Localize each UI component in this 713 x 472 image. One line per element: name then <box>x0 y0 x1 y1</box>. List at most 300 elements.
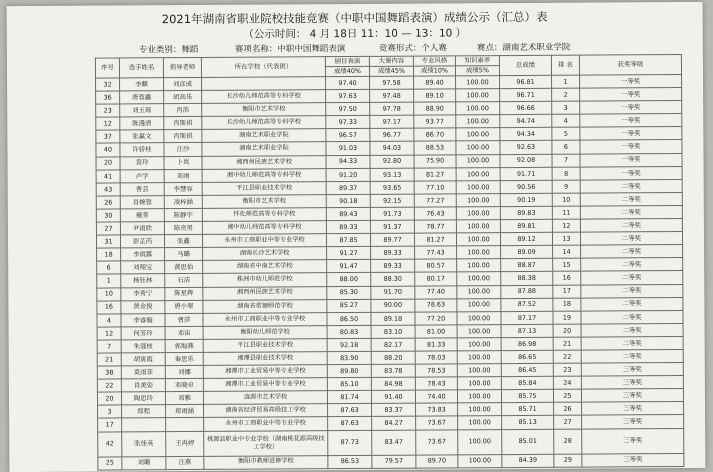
cell-school: 怀化师范高等专科学校 <box>202 208 326 222</box>
cell-knowledge-score: 100.00 <box>456 180 500 193</box>
cell-repertoire-score: 94.33 <box>326 155 370 168</box>
cell-school: 平江县职业技术学校 <box>203 339 327 353</box>
cell-award: 三等奖 <box>581 376 683 390</box>
cell-award: 三等奖 <box>582 402 684 416</box>
cell-contestant: 张赢文 <box>120 130 164 143</box>
cell-class-content-score: 91.37 <box>370 220 414 233</box>
cell-school: 长沙幼儿师范高等专科学校 <box>202 116 326 130</box>
cell-seq: 18 <box>97 248 121 261</box>
cell-style-score: 89.10 <box>414 89 456 102</box>
cell-teacher: 肖斯祺 <box>164 130 202 143</box>
cell-knowledge-score: 100.00 <box>457 337 501 350</box>
cell-rank: 23 <box>553 363 581 376</box>
cell-style-score: 86.70 <box>414 128 456 141</box>
cell-school: 株洲市幼儿师范学校 <box>203 273 327 287</box>
cell-style-score: 78.53 <box>415 364 457 377</box>
header-repertoire-weight: 成绩40% <box>325 66 369 76</box>
cell-rank: 22 <box>553 350 581 363</box>
cell-contestant: 彭芷芮 <box>120 235 164 248</box>
cell-award: 二等奖 <box>580 205 682 219</box>
cell-knowledge-score: 100.00 <box>456 115 500 128</box>
cell-seq: 26 <box>96 196 120 209</box>
cell-school: 永州市工商职业中等专业学校 <box>202 234 326 248</box>
cell-teacher: 曹萍 <box>165 313 203 326</box>
cell-rank: 15 <box>553 258 581 271</box>
cell-seq: 30 <box>96 209 120 222</box>
cell-award: 二等奖 <box>580 219 682 233</box>
cell-knowledge-score: 100.00 <box>456 76 500 89</box>
cell-total-score: 92.08 <box>500 154 552 167</box>
cell-class-content-score: 84.98 <box>371 377 415 390</box>
cell-style-score: 81.00 <box>415 325 457 338</box>
cell-class-content-score: 83.47 <box>372 430 416 455</box>
cell-style-score: 77.43 <box>415 246 457 259</box>
cell-class-content-score: 84.27 <box>372 417 416 430</box>
cell-total-score: 86.65 <box>501 350 553 363</box>
cell-repertoire-score: 90.18 <box>326 194 370 207</box>
cell-award: 一等奖 <box>580 114 682 128</box>
cell-award: 二等奖 <box>580 232 682 246</box>
cell-teacher: 邓雅 <box>165 392 203 405</box>
cell-style-score: 75.90 <box>414 154 456 167</box>
cell-rank: 18 <box>553 298 581 311</box>
cell-award: 三等奖 <box>582 428 684 454</box>
cell-school: 湘西州民族艺术学校 <box>202 155 326 169</box>
cell-award: 二等奖 <box>581 349 683 363</box>
cell-contestant: 陈漫清 <box>120 117 164 130</box>
cell-class-content-score: 89.18 <box>371 312 415 325</box>
venue-label: 赛点：湖南艺术职业学院 <box>476 42 571 54</box>
cell-style-score: 81.27 <box>414 168 456 181</box>
cell-award: 二等奖 <box>580 179 682 193</box>
cell-school: 湖南省中南艺术学校 <box>203 260 327 274</box>
cell-repertoire-score: 87.63 <box>328 404 372 417</box>
cell-class-content-score: 79.57 <box>372 455 416 468</box>
cell-rank: 12 <box>552 219 580 232</box>
cell-class-content-score: 91.70 <box>371 286 415 299</box>
cell-rank: 8 <box>552 167 580 180</box>
cell-knowledge-score: 100.00 <box>457 324 501 337</box>
cell-seq: 36 <box>96 91 120 104</box>
header-award: 获奖等级 <box>579 55 681 76</box>
cell-rank: 3 <box>552 101 580 114</box>
header-knowledge: 知识素养 <box>455 56 499 66</box>
cell-knowledge-score: 100.00 <box>457 377 501 390</box>
cell-repertoire-score: 86.50 <box>327 312 371 325</box>
cell-teacher: 肖浩 <box>164 104 202 117</box>
cell-contestant: 卢学 <box>120 169 164 182</box>
cell-knowledge-score: 100.00 <box>458 429 502 454</box>
cell-award: 二等奖 <box>581 323 683 337</box>
cell-repertoire-score: 97.50 <box>326 103 370 116</box>
cell-school: 湘潭市工业贸易中等专业学校 <box>203 365 327 379</box>
cell-teacher: 邓宙 <box>165 326 203 339</box>
cell-total-score: 90.19 <box>500 193 552 206</box>
cell-style-score: 73.67 <box>416 416 458 429</box>
cell-contestant: 李雨露 <box>121 248 165 261</box>
cell-award: 一等奖 <box>580 140 682 154</box>
cell-class-content-score: 83.37 <box>372 403 416 416</box>
cell-style-score: 78.63 <box>415 298 457 311</box>
cell-repertoire-score: 91.20 <box>326 168 370 181</box>
cell-award: 三等奖 <box>581 363 683 377</box>
cell-school: 湖南长沙艺术学校 <box>203 247 327 261</box>
cell-contestant: 何芳玲 <box>121 326 165 339</box>
cell-seq: 21 <box>97 353 121 366</box>
cell-teacher: 邓雨 <box>164 169 202 182</box>
cell-contestant: 刘翔宝 <box>121 261 165 274</box>
cell-class-content-score: 97.78 <box>370 102 414 115</box>
cell-style-score: 77.20 <box>415 312 457 325</box>
cell-teacher: 唐小翠 <box>165 300 203 313</box>
cell-school: 衡阳幼儿师范学校 <box>203 325 327 339</box>
cell-total-score: 91.71 <box>500 167 552 180</box>
cell-repertoire-score: 87.85 <box>326 234 370 247</box>
cell-contestant: 胡寅霞 <box>121 353 165 366</box>
cell-teacher: 石洁 <box>165 274 203 287</box>
cell-knowledge-score: 100.00 <box>456 89 500 102</box>
cell-award: 一等奖 <box>580 88 682 102</box>
cell-total-score: 89.12 <box>500 232 552 245</box>
cell-knowledge-score: 100.00 <box>456 167 500 180</box>
cell-contestant: 杨钰林 <box>121 274 165 287</box>
cell-contestant: 陶思玲 <box>121 392 165 405</box>
cell-rank: 20 <box>553 324 581 337</box>
cell-knowledge-score: 100.00 <box>456 154 500 167</box>
cell-contestant: 李麒 <box>120 78 164 91</box>
cell-knowledge-score: 100.00 <box>456 193 500 206</box>
cell-style-score: 89.40 <box>414 76 456 89</box>
cell-teacher: 秦思乐 <box>165 352 203 365</box>
cell-rank: 29 <box>554 454 582 467</box>
cell-school: 湖南艺术职业学院 <box>202 129 326 143</box>
cell-knowledge-score: 100.00 <box>456 128 500 141</box>
cell-award: 二等奖 <box>581 284 683 298</box>
cell-knowledge-score: 100.00 <box>456 233 500 246</box>
cell-style-score: 74.40 <box>415 390 457 403</box>
cell-school: 湘潭市工业贸易中等专业学校 <box>203 378 327 392</box>
cell-total-score: 94.34 <box>500 128 552 141</box>
cell-seq: 40 <box>96 143 120 156</box>
cell-teacher: 郭海燕 <box>165 339 203 352</box>
cell-school: 湘西州民族艺术学校 <box>203 286 327 300</box>
cell-repertoire-score: 85.27 <box>327 299 371 312</box>
cell-rank: 21 <box>553 337 581 350</box>
cell-contestant: 李秀宁 <box>121 287 165 300</box>
cell-seq: 16 <box>97 301 121 314</box>
cell-rank: 5 <box>552 128 580 141</box>
cell-seq: 23 <box>96 104 120 117</box>
event-name-label: 赛项名称：中职中国舞蹈表演 <box>234 44 346 55</box>
cell-seq: 12 <box>96 117 120 130</box>
cell-teacher: 刘彦成 <box>164 77 202 90</box>
cell-school: 湖南省经济贸易高级技工学校 <box>204 404 328 418</box>
cell-rank: 1 <box>552 75 580 88</box>
cell-repertoire-score: 80.83 <box>327 325 371 338</box>
cell-teacher: 黄思怡 <box>165 261 203 274</box>
cell-school <box>202 77 326 91</box>
cell-repertoire-score: 85.10 <box>327 378 371 391</box>
cell-class-content-score: 92.80 <box>370 155 414 168</box>
cell-class-content-score: 97.48 <box>370 89 414 102</box>
results-table <box>95 54 685 470</box>
cell-total-score: 85.71 <box>502 403 554 416</box>
cell-repertoire-score: 83.90 <box>327 351 371 364</box>
cell-teacher: 胡高乐 <box>164 91 202 104</box>
cell-knowledge-score: 100.00 <box>457 390 501 403</box>
header-seq: 序号 <box>95 58 119 78</box>
cell-seq: 43 <box>96 183 120 196</box>
cell-teacher: 马璐 <box>165 248 203 261</box>
cell-knowledge-score: 100.00 <box>457 259 501 272</box>
cell-class-content-score: 93.13 <box>370 168 414 181</box>
cell-school: 湘中幼儿师范高等专科学校 <box>202 168 326 182</box>
cell-style-score: 88.53 <box>414 141 456 154</box>
cell-award: 二等奖 <box>581 297 683 311</box>
cell-knowledge-score: 100.00 <box>457 364 501 377</box>
cell-seq: 25 <box>98 456 122 469</box>
cell-seq: 10 <box>97 287 121 300</box>
cell-teacher: 汪沙 <box>164 143 202 156</box>
cell-rank: 6 <box>552 141 580 154</box>
cell-total-score: 85.01 <box>502 429 554 454</box>
cell-rank: 14 <box>553 245 581 258</box>
cell-school: 衡阳市教师进修学校 <box>204 455 328 469</box>
cell-teacher: 卜岚 <box>164 156 202 169</box>
cell-total-score: 89.83 <box>500 206 552 219</box>
cell-rank: 7 <box>552 154 580 167</box>
cell-total-score: 85.75 <box>501 390 553 403</box>
cell-total-score: 88.38 <box>501 272 553 285</box>
cell-knowledge-score: 100.00 <box>457 298 501 311</box>
cell-contestant: 曹芸 <box>120 182 164 195</box>
cell-award: 三等奖 <box>582 415 684 429</box>
cell-repertoire-score: 96.57 <box>326 129 370 142</box>
cell-teacher: 邓晓卓 <box>165 379 203 392</box>
cell-award: 二等奖 <box>581 271 683 285</box>
cell-class-content-score: 91.73 <box>370 207 414 220</box>
cell-class-content-score: 91.40 <box>371 390 415 403</box>
cell-school: 湘中幼儿师范高等专科学校 <box>202 221 326 235</box>
cell-style-score: 93.77 <box>414 115 456 128</box>
cell-seq: 22 <box>97 379 121 392</box>
cell-total-score: 96.71 <box>500 88 552 101</box>
cell-rank: 10 <box>552 193 580 206</box>
cell-seq: 6 <box>97 261 121 274</box>
scanned-document <box>7 2 706 472</box>
cell-total-score: 87.52 <box>501 298 553 311</box>
cell-knowledge-score: 100.00 <box>457 351 501 364</box>
cell-class-content-score: 88.20 <box>371 351 415 364</box>
cell-total-score: 85.84 <box>501 376 553 389</box>
cell-style-score: 81.33 <box>415 338 457 351</box>
table-row <box>98 453 684 470</box>
cell-seq: 42 <box>98 431 122 456</box>
table-body <box>96 75 684 470</box>
cell-class-content-score: 96.77 <box>370 129 414 142</box>
cell-teacher <box>166 418 204 431</box>
cell-class-content-score: 97.58 <box>370 76 414 89</box>
cell-contestant: 郑程 <box>122 405 166 418</box>
cell-knowledge-score: 100.00 <box>458 416 502 429</box>
cell-contestant: 刘璐 <box>122 456 166 469</box>
cell-style-score: 89.70 <box>416 454 458 467</box>
cell-class-content-score: 93.65 <box>370 181 414 194</box>
cell-rank: 25 <box>553 389 581 402</box>
cell-contestant: 刘玉瑶 <box>120 104 164 117</box>
cell-seq: 38 <box>97 366 121 379</box>
table-row <box>98 428 684 457</box>
cell-contestant <box>122 418 166 431</box>
cell-award: 二等奖 <box>580 192 682 206</box>
cell-seq: 32 <box>96 78 120 91</box>
cell-teacher: 陈星辉 <box>165 287 203 300</box>
cell-knowledge-score: 100.00 <box>456 207 500 220</box>
cell-total-score: 88.87 <box>501 259 553 272</box>
cell-repertoire-score: 97.63 <box>326 90 370 103</box>
cell-repertoire-score: 86.53 <box>328 455 372 468</box>
cell-class-content-score: 97.17 <box>370 115 414 128</box>
cell-repertoire-score: 89.37 <box>326 181 370 194</box>
cell-repertoire-score: 87.73 <box>328 430 372 455</box>
cell-contestant: 李睿璇 <box>121 313 165 326</box>
cell-seq: 20 <box>96 157 120 170</box>
cell-contestant: 肖美姿 <box>121 379 165 392</box>
header-total: 总成绩 <box>499 55 551 75</box>
cell-total-score: 86.45 <box>501 363 553 376</box>
cell-class-content-score: 83.10 <box>371 325 415 338</box>
cell-total-score: 94.74 <box>500 115 552 128</box>
cell-style-score: 77.27 <box>414 194 456 207</box>
header-school: 所在学校（代表团） <box>201 57 325 78</box>
cell-school: 长沙幼儿师范高等专科学校 <box>202 90 326 104</box>
cell-repertoire-score: 97.40 <box>326 76 370 89</box>
cell-school: 永州市工商职业中等专业学校 <box>204 417 328 431</box>
cell-class-content-score: 92.15 <box>370 194 414 207</box>
cell-knowledge-score: 100.00 <box>456 102 500 115</box>
cell-school: 平江县职业技术学校 <box>202 181 326 195</box>
cell-total-score: 96.66 <box>500 101 552 114</box>
cell-repertoire-score: 89.33 <box>326 220 370 233</box>
cell-teacher: 陈贲男 <box>164 221 202 234</box>
cell-total-score: 90.56 <box>500 180 552 193</box>
cell-knowledge-score: 100.00 <box>457 311 501 324</box>
cell-rank: 17 <box>553 285 581 298</box>
cell-total-score: 86.98 <box>501 337 553 350</box>
cell-award: 一等奖 <box>580 75 682 89</box>
cell-class-content-score: 88.30 <box>371 273 415 286</box>
cell-contestant: 戴菁 <box>120 209 164 222</box>
cell-repertoire-score: 91.47 <box>327 260 371 273</box>
cell-seq: 27 <box>96 222 120 235</box>
cell-award: 一等奖 <box>580 127 682 141</box>
cell-style-score: 78.43 <box>415 377 457 390</box>
cell-school: 衡阳市艺术学校 <box>202 103 326 117</box>
header-teacher: 指导老师 <box>163 57 201 77</box>
cell-repertoire-score: 91.03 <box>326 142 370 155</box>
cell-rank: 27 <box>554 416 582 429</box>
cell-repertoire-score: 85.30 <box>327 286 371 299</box>
cell-seq: 37 <box>96 130 120 143</box>
cell-class-content-score: 90.00 <box>371 299 415 312</box>
cell-award: 三等奖 <box>582 453 684 467</box>
header-class-content-weight: 成绩45% <box>369 66 413 76</box>
cell-award: 一等奖 <box>580 166 682 180</box>
cell-repertoire-score: 89.80 <box>327 364 371 377</box>
cell-award: 三等奖 <box>581 389 683 403</box>
category-label: 专业类别：舞蹈 <box>138 44 199 56</box>
cell-teacher: 汪燕 <box>166 456 204 469</box>
cell-style-score: 80.17 <box>415 272 457 285</box>
cell-award: 二等奖 <box>581 258 683 272</box>
header-knowledge-weight: 成绩5% <box>455 66 499 76</box>
cell-rank: 4 <box>552 114 580 127</box>
cell-rank: 13 <box>552 232 580 245</box>
cell-knowledge-score: 100.00 <box>456 141 500 154</box>
cell-school: 涟源市艺术学校 <box>203 391 327 405</box>
cell-total-score: 89.81 <box>500 219 552 232</box>
cell-repertoire-score: 88.00 <box>327 273 371 286</box>
cell-rank: 2 <box>552 88 580 101</box>
cell-total-score: 87.17 <box>501 311 553 324</box>
cell-knowledge-score: 100.00 <box>457 285 501 298</box>
cell-style-score: 77.40 <box>415 285 457 298</box>
cell-teacher: 凌梓涵 <box>164 195 202 208</box>
cell-total-score: 87.13 <box>501 324 553 337</box>
cell-repertoire-score: 97.33 <box>326 116 370 129</box>
cell-class-content-score: 89.77 <box>370 233 414 246</box>
cell-style-score: 88.90 <box>414 102 456 115</box>
cell-rank: 11 <box>552 206 580 219</box>
cell-total-score: 84.39 <box>502 454 554 467</box>
document-title: 2021年湖南省职业院校技能竞赛（中职中国舞蹈表演）成绩公示（汇总）表 <box>161 9 548 27</box>
cell-style-score: 81.27 <box>414 233 456 246</box>
cell-award: 二等奖 <box>581 336 683 350</box>
cell-school: 湘潭县职业技术学校 <box>203 352 327 366</box>
cell-rank: 24 <box>553 376 581 389</box>
cell-class-content-score: 82.17 <box>371 338 415 351</box>
header-style-weight: 成绩10% <box>413 66 455 76</box>
cell-repertoire-score: 89.43 <box>326 207 370 220</box>
cell-contestant: 袁玲 <box>120 156 164 169</box>
cell-seq: 7 <box>97 340 121 353</box>
cell-style-score: 73.67 <box>416 429 458 454</box>
cell-teacher: 王冉婷 <box>166 431 204 456</box>
cell-contestant: 莫雨菲 <box>121 366 165 379</box>
header-style: 专业风格 <box>413 56 455 66</box>
cell-knowledge-score: 100.00 <box>456 220 500 233</box>
cell-knowledge-score: 100.00 <box>457 272 501 285</box>
cell-contestant: 黄金俊 <box>121 300 165 313</box>
cell-school: 衡阳市艺术学校 <box>202 195 326 209</box>
header-class-content: 大课内容 <box>369 56 413 66</box>
cell-teacher: 刘娜 <box>165 365 203 378</box>
cell-class-content-score: 89.33 <box>371 259 415 272</box>
cell-school: 永州市工商职业中等专业学校 <box>203 312 327 326</box>
cell-award: 二等奖 <box>581 310 683 324</box>
cell-school: 湖南艺术职业学院 <box>202 142 326 156</box>
cell-seq: 41 <box>96 170 120 183</box>
cell-seq: 12 <box>97 327 121 340</box>
header-contestant: 选手姓名 <box>119 58 163 78</box>
cell-school: 桃源县职业中专业学校（湖南桃花源高级技工学校） <box>204 430 328 456</box>
publication-time: （公示时间： 4 月 18日 11：10 — 13：10 ） <box>243 27 467 41</box>
header-rank: 排 名 <box>551 55 579 75</box>
cell-style-score: 78.77 <box>414 220 456 233</box>
cell-total-score: 92.63 <box>500 141 552 154</box>
cell-contestant: 尹雨欣 <box>120 222 164 235</box>
cell-style-score: 77.10 <box>414 181 456 194</box>
